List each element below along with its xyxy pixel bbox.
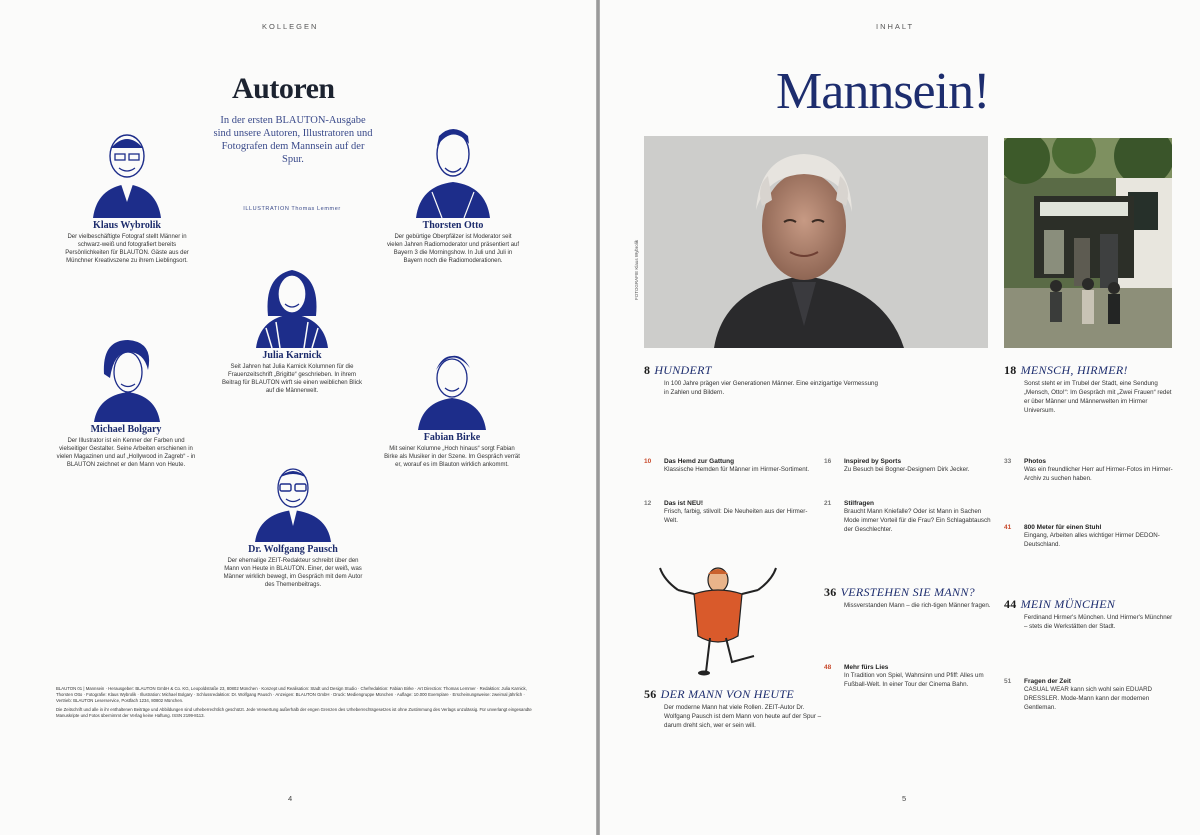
shop-photo <box>1004 138 1172 348</box>
author-name: Klaus Wybrolik <box>93 220 161 231</box>
author-portrait-illustration <box>412 118 494 218</box>
illustration-credit: ILLUSTRATION Thomas Lemmer <box>243 206 341 212</box>
toc-feature-text: In 100 Jahre prägen vier Generationen Männer. Eine einzigartige Vermessung in Zahlen und Bildern. <box>664 380 878 396</box>
toc-page-number: 21 <box>824 500 832 507</box>
section-kicker: KOLLEGEN <box>262 22 319 31</box>
toc-page-number: 10 <box>644 458 652 465</box>
author-card <box>384 340 520 469</box>
author-name: Thorsten Otto <box>422 220 484 231</box>
author-card <box>386 118 520 265</box>
toc-feature-title: MEIN MÜNCHEN <box>1020 597 1116 611</box>
toc-item-title: Mehr fürs Lies <box>844 664 889 671</box>
toc-page-number: 16 <box>824 458 832 465</box>
toc-item[interactable] <box>644 458 814 474</box>
toc-item-text: Was ein freundlicher Herr auf Hirmer-Fotos im Hirmer-Archiv zu suchen haben. <box>1024 466 1173 482</box>
author-name: Dr. Wolfgang Pausch <box>248 544 338 555</box>
author-bio: Der ehemalige ZEIT-Redakteur schreibt über den Mann von Heute in BLAUTON. Einer, der weiß, was Männer wirklich bewegt, im Gespräch mit dem Autor des Themenbeitrags. <box>223 558 363 588</box>
toc-page-number: 51 <box>1004 678 1012 685</box>
toc-item-text: Braucht Mann Kniefalle? Oder ist Mann in Sachen Mode immer Vorteil für die Frau? Ein Schlagabtausch der Geschlechter. <box>844 508 991 533</box>
toc-item-title: Photos <box>1024 458 1047 465</box>
toc-item-text: Klassische Hemden für Männer im Hirmer-Sortiment. <box>664 466 810 473</box>
intro-text: In der ersten BLAUTON-Ausgabe sind unsere Autoren, Illustratoren und Fotografen dem Mannsein auf der Spur. <box>213 115 373 165</box>
toc-feature[interactable] <box>644 364 884 397</box>
portrait-photo <box>644 136 988 348</box>
toc-page-number: 44 <box>1004 597 1017 611</box>
toc-feature-title: VERSTEHEN SIE MANN? <box>840 585 975 599</box>
toc-feature-title: HUNDERT <box>654 363 712 377</box>
toc-item[interactable] <box>1004 458 1176 483</box>
toc-item[interactable] <box>824 458 998 474</box>
author-portrait-illustration <box>84 330 168 422</box>
toc-feature-text: Der moderne Mann hat viele Rollen. ZEIT-Autor Dr. Wolfgang Pausch ist dem Mann von heute auf der Spur – darum dreht sich, wer er sein will. <box>664 704 822 729</box>
toc-page-number: 56 <box>644 687 657 701</box>
author-card <box>222 256 362 395</box>
section-kicker: INHALT <box>876 22 915 31</box>
toc-item[interactable] <box>1004 678 1176 712</box>
author-bio: Mit seiner Kolumne „Hoch hinaus“ sorgt Fabian Birke als Musiker in der Szene. Im Gespräch verrät er, worauf es im Blauton wirklich ankommt. <box>384 446 520 468</box>
toc-feature-text: Ferdinand Hirmer's München. Und Hirmer's Münchner – stets die Werkstätten der Stadt. <box>1024 614 1173 630</box>
author-portrait-illustration <box>251 454 335 542</box>
toc-feature-title: DER MANN VON HEUTE <box>660 687 794 701</box>
toc-feature[interactable] <box>1004 364 1176 415</box>
author-portrait-illustration <box>250 256 334 348</box>
toc-item-text: Zu Besuch bei Bogner-Designern Dirk Jecker. <box>844 466 970 473</box>
photo-credit: FOTOGRAFIE Klaus Wybrolik <box>634 239 639 300</box>
toc-feature-text: Missverstanden Mann – die rich-tigen Männer fragen. <box>844 602 991 609</box>
toc-page-number: 36 <box>824 585 837 599</box>
toc-item-text: CASUAL WEAR kann sich wohl sein EDUARD DRESSLER. Mode-Mann kann der modernen Gentleman. <box>1024 686 1153 711</box>
left-page <box>0 0 596 835</box>
author-bio: Der Illustrator ist ein Kenner der Farben und vielseitiger Gestalter. Seine Arbeiten erschienen in vielen Magazinen und auf „Hollywood in Zagreb“ - in BLAUTON zeichnet er den Mann von Heute. <box>56 438 196 468</box>
author-bio: Seit Jahren hat Julia Karnick Kolumnen für die Frauenzeitschrift „Brigitte“ geschrieben. In ihrem Beitrag für BLAUTON wirft sie einen weiblichen Blick auf die Männerwelt. <box>222 364 362 394</box>
author-portrait-illustration <box>412 340 492 430</box>
imprint-paragraph: BLAUTON 01 | Mannsein · Herausgeber: BLAUTON GmbH & Co. KG, Leopoldstraße 23, 80802 München · Konzept und Realisation: Stadt und Design Studio · Chefredaktion: Fabian Birke · Art Direction: Thomas Lemmer · Redaktion: Julia Karnick, Thorsten Otto · Fotografie: Klaus Wybrolik · Illustration: Michael Bolgary · Schlussredaktion: Dr. Wolfgang Pausch · Anzeigen: BLAUTON GmbH · Druck: Mediengruppe München · Auflage: 10.000 Exemplare · Erscheinungsweise: zweimal jährlich · Vertrieb: BLAUTON Leserservice, Postfach 1234, 80802 München. <box>56 686 527 703</box>
toc-page-number: 12 <box>644 500 652 507</box>
toc-page-number: 41 <box>1004 524 1012 531</box>
toc-item[interactable] <box>644 500 814 525</box>
toc-page-number: 33 <box>1004 458 1012 465</box>
toc-feature[interactable] <box>824 586 994 610</box>
toc-item-text: Frisch, farbig, stilvoll: Die Neuheiten aus der Hirmer-Welt. <box>664 508 808 524</box>
right-page <box>600 0 1200 835</box>
author-name: Fabian Birke <box>423 432 481 443</box>
toc-feature[interactable] <box>644 688 824 730</box>
author-name: Julia Karnick <box>262 350 322 361</box>
author-card <box>56 330 196 469</box>
toc-item-title: Fragen der Zeit <box>1024 678 1071 685</box>
toc-page-number: 8 <box>644 363 651 377</box>
toc-item-title: Das ist NEU! <box>664 500 704 507</box>
toc-item-title: Stilfragen <box>844 500 874 507</box>
toc-item-text: In Tradition von Spiel, Wahnsinn und Pfiff: Alles um Fußball-Welt. In einer Tour der Cinema Bahn. <box>844 672 984 688</box>
page-title: Mannsein! <box>776 63 990 120</box>
toc-item[interactable] <box>824 500 998 534</box>
author-card <box>220 454 366 589</box>
toc-item-title: Inspired by Sports <box>844 458 902 465</box>
imprint <box>56 686 542 719</box>
toc-item-text: Eingang, Arbeiten alles wichtiger Hirmer DEDON-Deutschland. <box>1024 532 1160 548</box>
toc-feature[interactable] <box>1004 598 1176 631</box>
toc-item-title: Das Hemd zur Gattung <box>664 458 735 465</box>
author-name: Michael Bolgary <box>90 424 162 435</box>
page-title: Autoren <box>232 72 335 105</box>
author-bio: Der vielbeschäftigte Fotograf stellt Männer in schwarz-weiß und fotografiert bereits Persönlichkeiten für BLAUTON. Gäste aus der Münchner Kreativszene zu ihrem Lieblingsort. <box>65 234 189 264</box>
toc-page-number: 18 <box>1004 363 1017 377</box>
imprint-paragraph: Die Zeitschrift und alle in ihr enthaltenen Beiträge und Abbildungen sind urheberrechtlich geschützt. Jede Verwertung außerhalb der engen Grenzen des Urheberrechtsgesetzes ist ohne Zustimmung des Verlags unzulässig. Für unverlangt eingesandte Manuskripte und Fotos übernimmt der Verlag keine Haftung. ISSN 2199-8113. <box>56 707 532 718</box>
toc-item-title: 800 Meter für einen Stuhl <box>1024 524 1102 531</box>
toc-item[interactable] <box>824 664 998 689</box>
author-card <box>60 122 194 265</box>
toc-page-number: 48 <box>824 664 832 671</box>
toc-feature-text: Sonst steht er im Trubel der Stadt, eine Sendung „Mensch, Otto!“: Im Gespräch mit „Zwei Frauen“ redet er über Männer und Männerwelten im Hirmer Universum. <box>1024 380 1172 414</box>
page-number: 4 <box>288 794 293 803</box>
page-number: 5 <box>902 794 907 803</box>
cartoon-man-illustration <box>658 560 778 676</box>
toc-feature-title: MENSCH, HIRMER! <box>1020 363 1128 377</box>
author-portrait-illustration <box>87 122 167 218</box>
toc-item[interactable] <box>1004 524 1176 549</box>
author-bio: Der gebürtige Oberpfälzer ist Moderator seit vielen Jahren Radiomoderator und präsentiert auf Bayern 3 die Morningshow. In Juli und Juli in Bayern noch die Radiomoderationen. <box>386 234 520 264</box>
